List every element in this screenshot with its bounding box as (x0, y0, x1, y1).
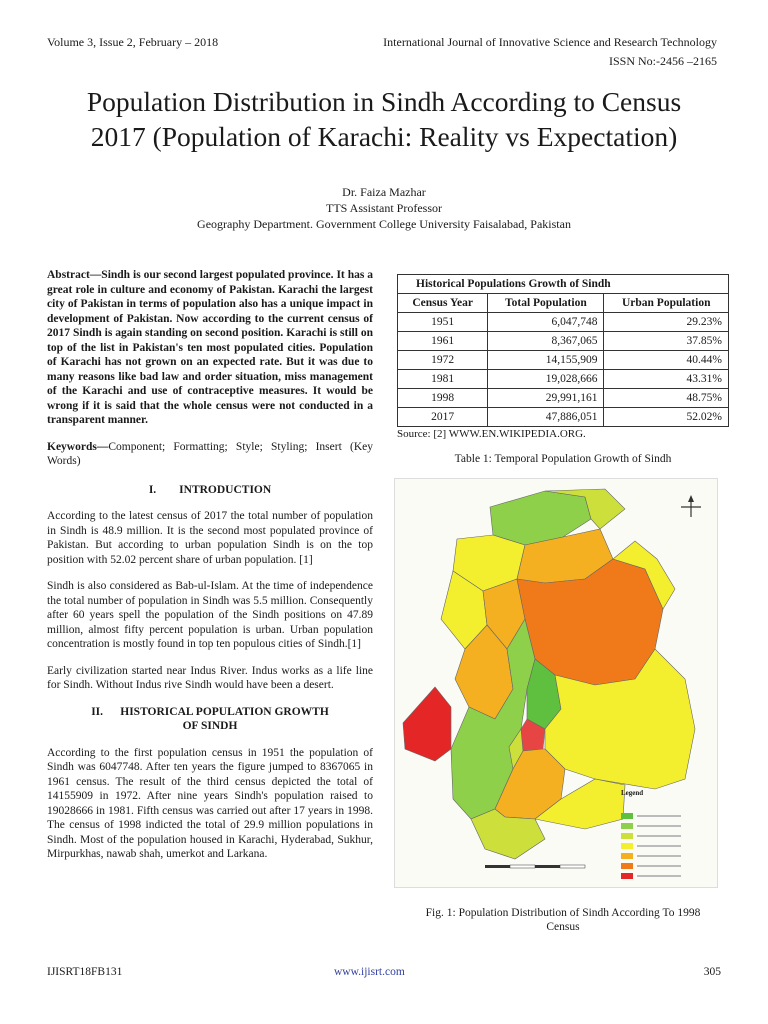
table-header-urban: Urban Population (604, 294, 729, 313)
map-district-karachi (403, 687, 451, 761)
north-arrow-icon (681, 495, 701, 517)
table-row (398, 389, 729, 408)
figure-caption (397, 906, 729, 934)
legend-item (621, 841, 681, 851)
abstract-label: Abstract— (47, 269, 102, 281)
legend-item (621, 861, 681, 871)
page-number: 305 (703, 966, 721, 978)
population-table-block (397, 274, 729, 440)
paper-title (30, 84, 738, 154)
figure-caption-line-1: Fig. 1: Population Distribution of Sindh According To 1998 (425, 907, 701, 919)
table-cell-urban: 52.02% (604, 408, 729, 427)
table-row (398, 370, 729, 389)
table-title: Historical Populations Growth of Sindh (398, 275, 729, 294)
table-row (398, 313, 729, 332)
table-header-year: Census Year (398, 294, 488, 313)
keywords-text: Component; Formatting; Style; Styling; Insert (Key Words) (47, 440, 373, 467)
table-cell-year: 1972 (398, 351, 488, 370)
table-cell-total: 14,155,909 (488, 351, 604, 370)
table-cell-year: 1961 (398, 332, 488, 351)
table-cell-urban: 40.44% (604, 351, 729, 370)
intro-paragraph-2: Sindh is also considered as Bab-ul-Islam. At the time of independence the total number of population in Sindh was 5.5 million. Consequently after 60 years spell the population of the Sindh positions on 47.89 million, almost fifty percent population is urban. Urban population concentration is mostly found in top ten populous cities of Sindh.[1] (47, 580, 373, 650)
table-cell-total: 29,991,161 (488, 389, 604, 408)
table-cell-urban: 37.85% (604, 332, 729, 351)
legend-item (621, 851, 681, 861)
abstract (47, 268, 373, 428)
table-cell-year: 2017 (398, 408, 488, 427)
legend-item (621, 811, 681, 821)
issn: ISSN No:-2456 –2165 (608, 54, 717, 68)
history-heading-line-1: II. HISTORICAL POPULATION GROWTH (91, 705, 329, 718)
map-legend (621, 789, 681, 881)
population-table (397, 274, 729, 427)
table-source: Source: [2] WWW.EN.WIKIPEDIA.ORG. (397, 428, 586, 440)
table-cell-total: 19,028,666 (488, 370, 604, 389)
author-affiliation: Geography Department. Government College University Faisalabad, Pakistan (197, 217, 571, 231)
sindh-map-figure (394, 478, 718, 888)
keywords (47, 440, 373, 469)
left-column (47, 268, 373, 874)
journal-website-link[interactable]: www.ijisrt.com (334, 966, 405, 978)
intro-heading: I. INTRODUCTION (148, 483, 272, 496)
volume-info: Volume 3, Issue 2, February – 2018 (47, 35, 219, 49)
title-line-2: 2017 (Population of Karachi: Reality vs Expectation) (90, 121, 678, 152)
table-row (398, 332, 729, 351)
legend-item (621, 831, 681, 841)
scale-bar (485, 865, 585, 868)
author-name: Dr. Faiza Mazhar (342, 185, 426, 199)
abstract-text: Sindh is our second largest populated province. It has a great role in culture and economy of Pakistan. Karachi the largest city of Pakistan in terms of population also has a unique impact in development of Pakistan. Now according to the current census of 2017 Sindh is again standing on second position. Karachi is still on top of the list in Pakistan's ten most populated cities. Population of Karachi has not grown on an expected rate. But it was due to many reasons like bad law and order situation, miss management of the Karachi and use of contraceptive measures. It would be wrong if it is said that the whole census were not conducted in a transparent manner. (47, 269, 373, 426)
history-heading (47, 705, 373, 734)
legend-item (621, 821, 681, 831)
legend-item (621, 871, 681, 881)
author-position: TTS Assistant Professor (325, 201, 442, 215)
journal-name: International Journal of Innovative Science and Research Technology (383, 35, 717, 49)
intro-paragraph-1: According to the latest census of 2017 the total number of population in Sindh is 48.9 million. It is the second most populated province of Pakistan. But according to urban population Sindh is on the top position with 52.02 percent share of urban population. [1] (47, 510, 373, 566)
table-cell-urban: 48.75% (604, 389, 729, 408)
table-header-total: Total Population (488, 294, 604, 313)
title-line-1: Population Distribution in Sindh According to Census (86, 86, 682, 117)
figure-caption-line-2: Census (546, 921, 580, 933)
table-cell-year: 1998 (398, 389, 488, 408)
history-paragraph-1: According to the first population census in 1951 the population of Sindh was 6047748. After ten years the figure jumped to 8367065 in 1961 census. The result of the third census depicted the total of 14155909 in 1972. After nine years Sindh's population raised to 19028666 in 1981. Fifth census was carried out after 17 years in 1998. The census of 1998 indicted the total of 29.9 million populations in Sindh. Most of the population housed in Karachi, Hyderabad, Sukhur, Mirpurkhas, nawab shah, umerkot and Larkana. (47, 746, 373, 860)
table-row (398, 351, 729, 370)
table-row (398, 408, 729, 427)
table-cell-total: 6,047,748 (488, 313, 604, 332)
table-cell-urban: 29.23% (604, 313, 729, 332)
table-cell-year: 1951 (398, 313, 488, 332)
table-cell-year: 1981 (398, 370, 488, 389)
legend-title: Legend (621, 789, 644, 797)
table-cell-total: 8,367,065 (488, 332, 604, 351)
intro-paragraph-3: Early civilization started near Indus River. Indus works as a life line for Sindh. Without Indus rive Sindh would have been a desert. (47, 664, 373, 691)
paper-id: IJISRT18FB131 (47, 966, 123, 978)
author-block (0, 184, 768, 232)
table-caption: Table 1: Temporal Population Growth of Sindh (454, 453, 672, 465)
table-cell-urban: 43.31% (604, 370, 729, 389)
table-cell-total: 47,886,051 (488, 408, 604, 427)
keywords-label: Keywords— (47, 440, 109, 453)
history-heading-line-2: OF SINDH (182, 720, 238, 732)
